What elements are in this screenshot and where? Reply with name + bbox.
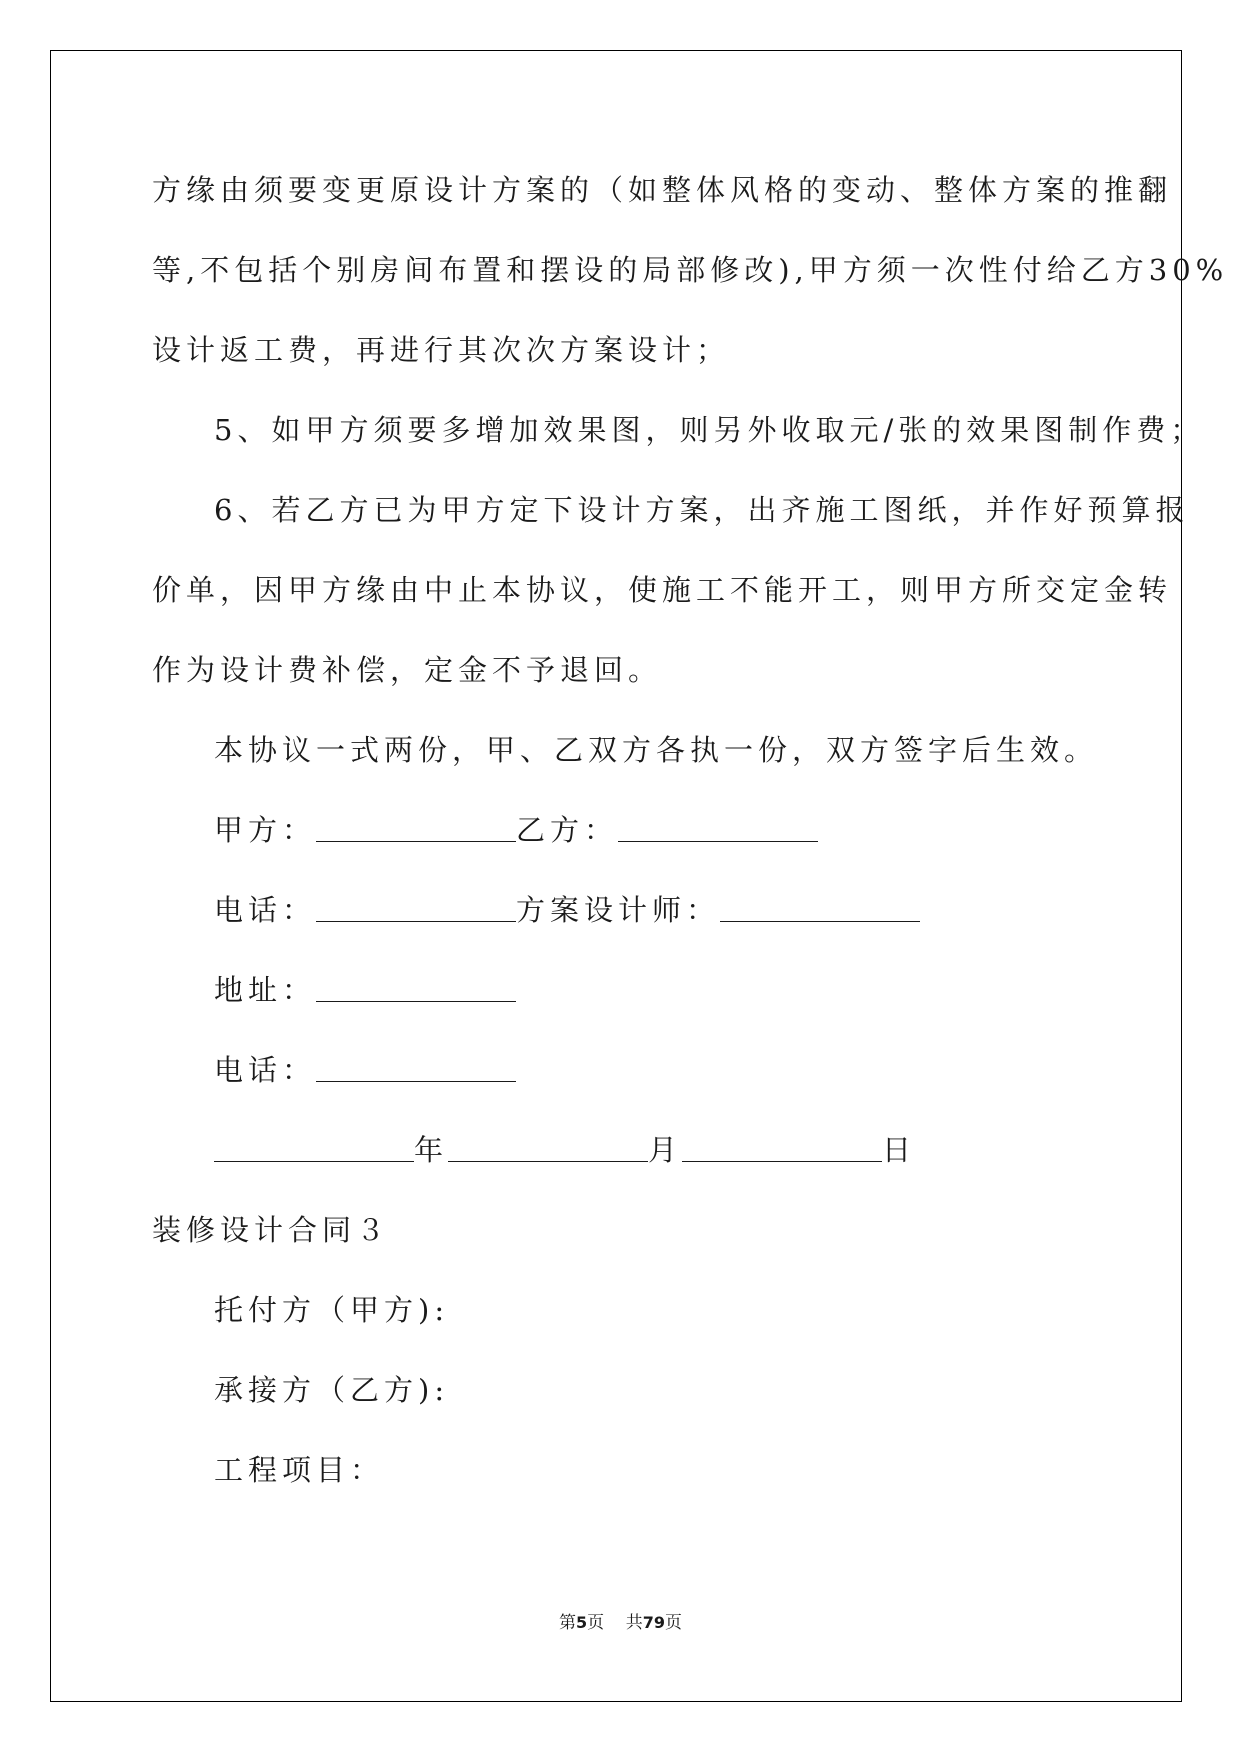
phone-label: 电话： — [214, 893, 317, 927]
designer-label: 方案设计师： — [516, 893, 721, 927]
address-row — [214, 970, 516, 1010]
footer-prefix: 第 — [558, 1613, 576, 1633]
year-label: 年 — [414, 1133, 449, 1167]
party-b-label: 乙方： — [516, 813, 619, 847]
day-label: 日 — [882, 1133, 917, 1167]
page-footer — [0, 1608, 1241, 1633]
client-label: 托付方（甲方): — [214, 1293, 450, 1327]
phone2-row — [214, 1050, 516, 1090]
month-blank — [448, 1130, 648, 1170]
phone-designer-row — [214, 890, 920, 930]
phone-blank — [316, 890, 516, 930]
phone2-label: 电话： — [214, 1053, 317, 1087]
clause-6-line: 价单，因甲方缘由中止本协议，使施工不能开工，则甲方所交定金转 — [152, 573, 1173, 607]
contractor-label: 承接方（乙方): — [214, 1373, 450, 1407]
footer-page-suffix: 页 — [587, 1613, 605, 1633]
party-a-label: 甲方： — [214, 813, 317, 847]
month-label: 月 — [648, 1133, 683, 1167]
copies-clause: 本协议一式两份，甲、乙双方各执一份，双方签字后生效。 — [214, 733, 1099, 767]
party-a-blank — [316, 810, 516, 850]
party-b-blank — [618, 810, 818, 850]
date-row — [214, 1130, 916, 1170]
paragraph-line: 方缘由须要变更原设计方案的（如整体风格的变动、整体方案的推翻 — [152, 173, 1173, 207]
footer-total-prefix: 共 — [625, 1613, 643, 1633]
page-number: 5 — [575, 1613, 588, 1632]
year-blank — [214, 1130, 414, 1170]
designer-blank — [720, 890, 920, 930]
paragraph-line: 等,不包括个别房间布置和摆设的局部修改),甲方须一次性付给乙方30% — [152, 253, 1229, 287]
address-label: 地址： — [214, 973, 317, 1007]
address-blank — [316, 970, 516, 1010]
footer-total-suffix: 页 — [665, 1613, 683, 1633]
phone2-blank — [316, 1050, 516, 1090]
clause-6-line: 6、若乙方已为甲方定下设计方案，出齐施工图纸，并作好预算报 — [214, 493, 1190, 527]
party-signature-row — [214, 810, 818, 850]
project-label: 工程项目： — [214, 1453, 385, 1487]
total-pages: 79 — [642, 1613, 666, 1632]
paragraph-line: 设计返工费，再进行其次次方案设计； — [152, 333, 731, 367]
section-heading: 装修设计合同３ — [152, 1213, 391, 1247]
clause-6-line: 作为设计费补偿，定金不予退回。 — [152, 653, 663, 687]
day-blank — [682, 1130, 882, 1170]
clause-5: 5、如甲方须要多增加效果图，则另外收取元/张的效果图制作费； — [214, 413, 1205, 447]
